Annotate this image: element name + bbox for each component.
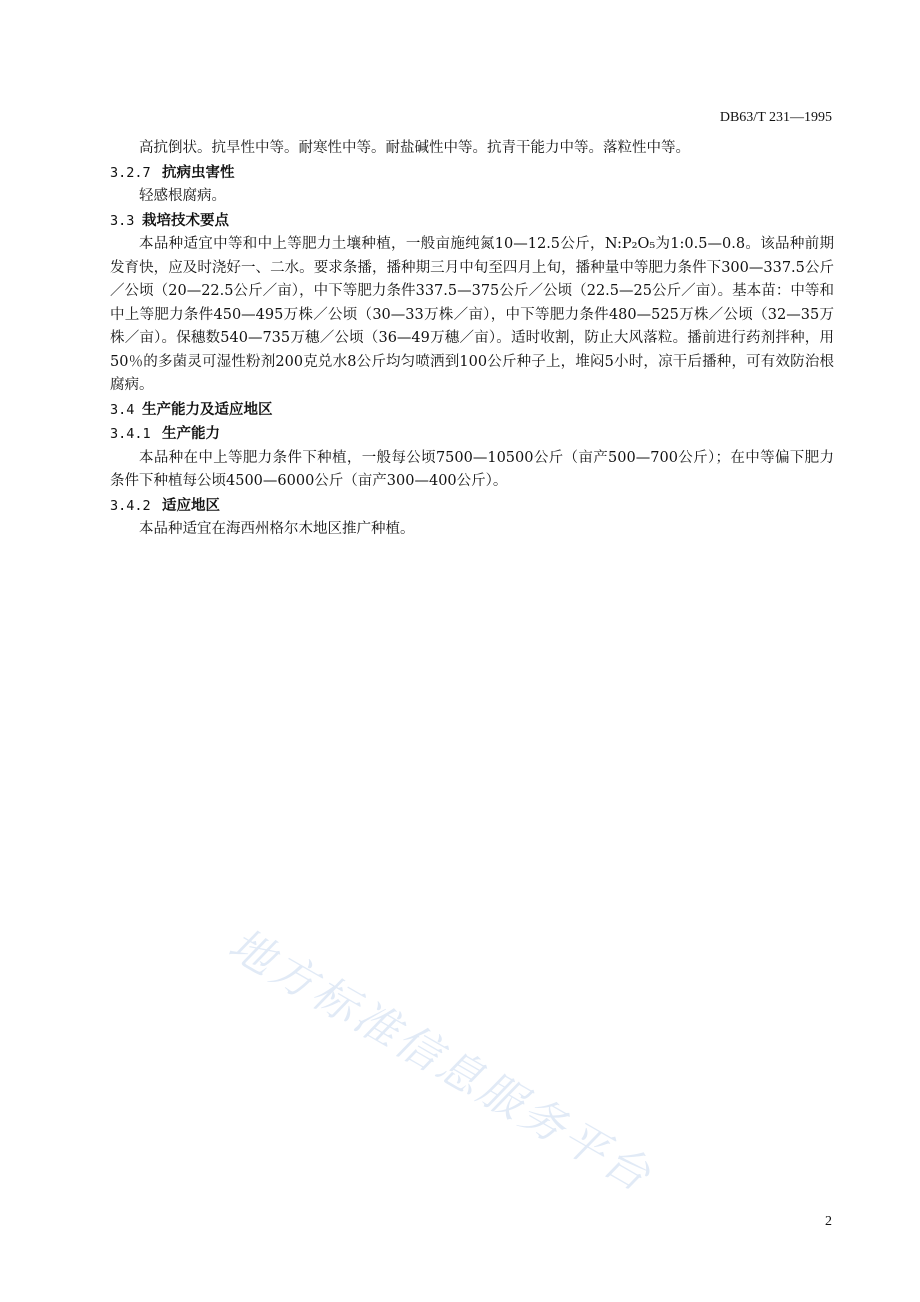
paragraph-area: 本品种适宜在海西州格尔木地区推广种植。 — [139, 521, 415, 537]
document-body — [110, 137, 834, 542]
standard-number: DB63/T 231—1995 — [719, 110, 832, 125]
section-title: 抗病虫害性 — [162, 163, 235, 181]
heading-3-2-7 — [110, 161, 834, 186]
section-number: 3.2.7 — [110, 164, 151, 181]
paragraph-disease: 轻感根腐病。 — [139, 188, 226, 204]
section-title: 适应地区 — [162, 496, 220, 514]
section-number: 3.4.1 — [110, 426, 151, 442]
section-title: 生产能力 — [162, 425, 220, 442]
paragraph-cultivation: 本品种适宜中等和中上等肥力土壤种植，一般亩施纯氮10—12.5公斤，N:P₂O₅为1:0.5—0.8。该品种前期发育快，应及时浇好一、二水。要求条播，播种期三月中旬至四月上旬，播种量中等肥力条件下300—337.5公斤／公顷（20—22.5公斤／亩），中下等肥力条件337.5—375公斤／公顷（22.5—25公斤／亩）。基本苗：中等和中上等肥力条件450—495万株／公顷（30—33万株／亩），中下等肥力条件480—525万株／公顷（32—35万株／亩）。保穗数540—735万穗／公顷（36—49万穗／亩）。适时收割，防止大风落粒。播前进行药剂拌种，用50％的多菌灵可湿性粉剂200克兑水8公斤均匀喷洒到100公斤种子上，堆闷5小时，凉干后播种，可有效防治根腐病。 — [110, 236, 834, 393]
heading-3-4-2 — [110, 494, 834, 519]
heading-3-3 — [110, 209, 834, 234]
paragraph-lodging-resistance: 高抗倒状。抗旱性中等。耐寒性中等。耐盐碱性中等。抗青干能力中等。落粒性中等。 — [139, 140, 690, 156]
heading-3-4 — [110, 398, 834, 423]
heading-3-4-1 — [110, 422, 834, 447]
paragraph-capacity: 本品种在中上等肥力条件下种植，一般每公顷7500—10500公斤（亩产500—700公斤）；在中等偏下肥力条件下种植每公顷4500—6000公斤（亩产300—400公斤）。 — [110, 449, 834, 489]
section-number: 3.4 — [110, 401, 135, 418]
page-number: 2 — [825, 1214, 832, 1229]
section-title: 栽培技术要点 — [142, 211, 229, 229]
section-title: 生产能力及适应地区 — [142, 400, 273, 418]
section-number: 3.3 — [110, 212, 135, 229]
section-number: 3.4.2 — [110, 497, 151, 514]
watermark: 地方标准信息服务平台 — [220, 918, 662, 1203]
